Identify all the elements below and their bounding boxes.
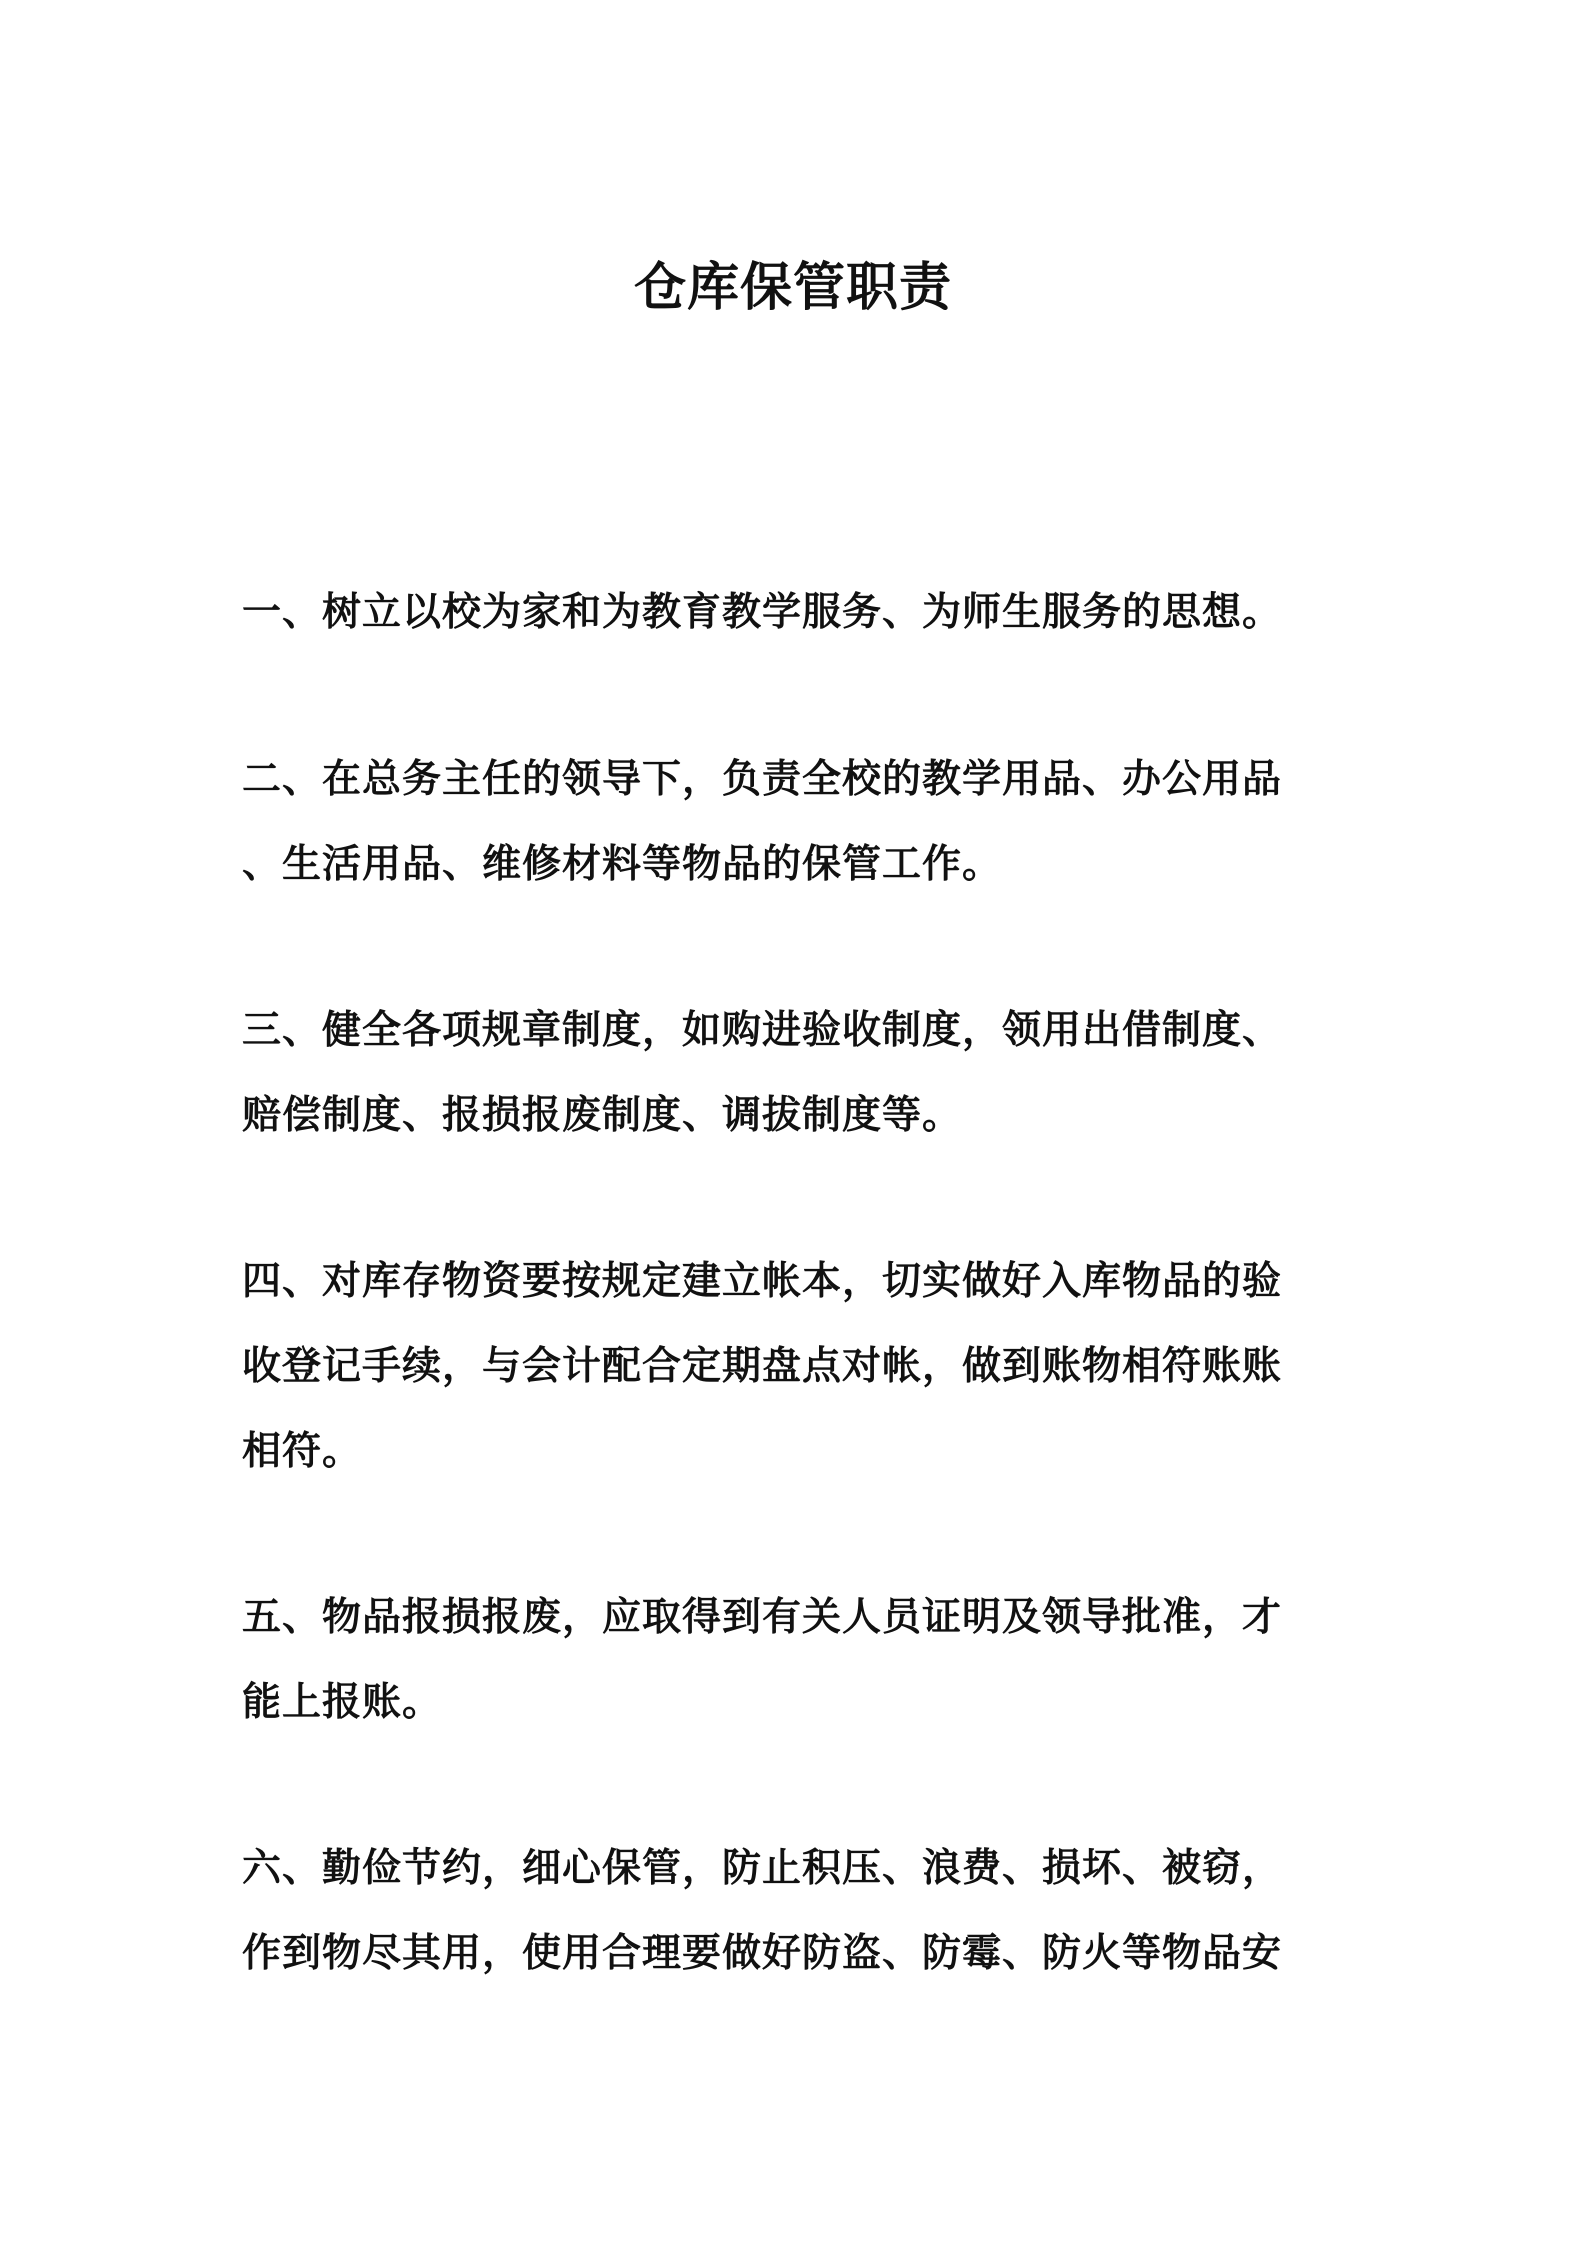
paragraph-line: 二、在总务主任的领导下，负责全校的教学用品、办公用品 bbox=[242, 757, 1283, 802]
paragraph-line: 收登记手续，与会计配合定期盘点对帐，做到账物相符账账 bbox=[242, 1344, 1283, 1389]
paragraph-6 bbox=[242, 1826, 1362, 1996]
paragraph-2 bbox=[242, 737, 1362, 907]
paragraph-line: 作到物尽其用，使用合理要做好防盗、防霉、防火等物品安 bbox=[242, 1931, 1283, 1976]
paragraph-4 bbox=[242, 1239, 1362, 1494]
paragraph-line: 相符。 bbox=[242, 1429, 363, 1474]
paragraph-line: 五、物品报损报废，应取得到有关人员证明及领导批准，才 bbox=[242, 1595, 1283, 1640]
paragraph-5 bbox=[242, 1575, 1362, 1745]
paragraph-line: 一、树立以校为家和为教育教学服务、为师生服务的思想。 bbox=[242, 590, 1283, 635]
paragraph-line: 赔偿制度、报损报废制度、调拔制度等。 bbox=[242, 1093, 963, 1138]
document-title: 仓库保管职责 bbox=[633, 258, 952, 318]
paragraph-3 bbox=[242, 988, 1362, 1158]
paragraph-1 bbox=[242, 570, 1362, 655]
paragraph-line: 三、健全各项规章制度，如购进验收制度，领用出借制度、 bbox=[242, 1008, 1283, 1053]
paragraph-line: 六、勤俭节约，细心保管，防止积压、浪费、损坏、被窃， bbox=[242, 1846, 1283, 1891]
paragraph-line: 能上报账。 bbox=[242, 1680, 443, 1725]
paragraph-line: 四、对库存物资要按规定建立帐本，切实做好入库物品的验 bbox=[242, 1259, 1283, 1304]
paragraph-line: 、生活用品、维修材料等物品的保管工作。 bbox=[242, 842, 1003, 887]
